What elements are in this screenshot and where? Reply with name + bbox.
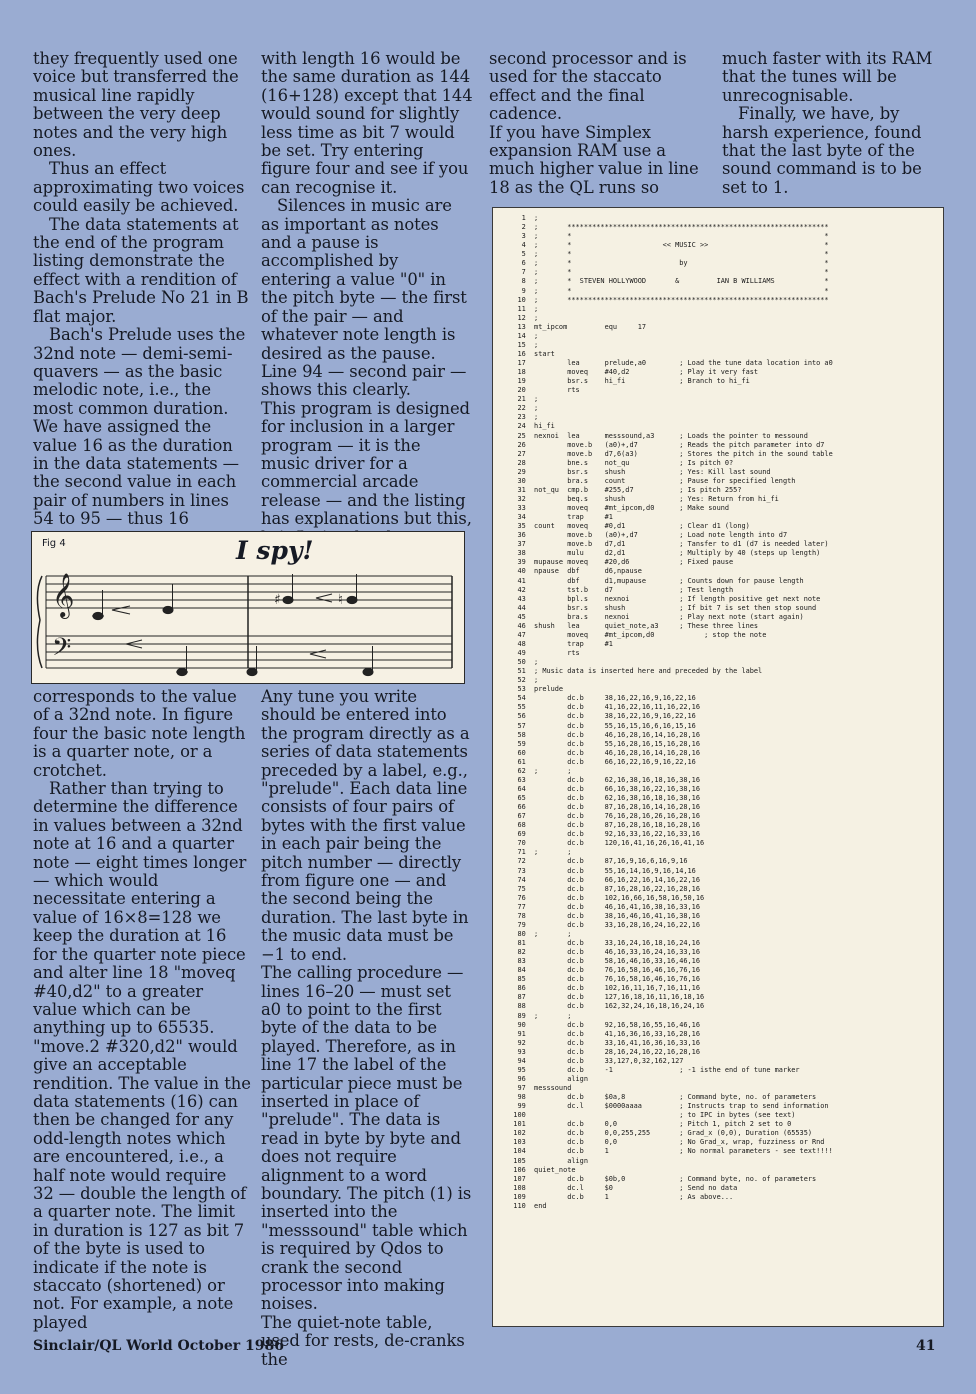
column-2-top: [261, 50, 473, 547]
music-figure: [31, 531, 465, 684]
paragraph: Finally, we have, by harsh experience, found that the last byte of the sound command is to be set to 1.: [722, 104, 922, 197]
paragraph: with length 16 would be the same duration as 144 (16+128) except that 144 would sound for slightly less time as bit 7 would be set. Try entering figure four and see if you can recognise it.: [261, 49, 473, 197]
page-number: 41: [916, 1338, 936, 1354]
paragraph: much faster with its RAM that the tunes will be unrecognisable.: [722, 49, 933, 105]
paragraph: corresponds to the value of a 32nd note. In figure four the basic note length is a quarter note, or a crotchet.: [33, 687, 246, 780]
paragraph: If you have Simplex expansion RAM use a much higher value in line 18 as the QL runs so: [489, 122, 699, 197]
svg-text:𝄞: 𝄞: [52, 573, 75, 617]
column-4: [722, 50, 934, 197]
figure-title: I spy!: [236, 536, 314, 565]
music-staff-graphic: [32, 532, 464, 683]
paragraph: Silences in music are as important as notes and a pause is accomplished by entering a value "0" in the pitch byte — the first of the pair — and whatever note length is desired as the pause. Line 94 — second pair — shows this clearly.: [261, 196, 467, 400]
footer-publication: Sinclair/QL World October 1986: [33, 1338, 284, 1354]
paragraph: second processor and is used for the staccato effect and the final cadence.: [489, 49, 687, 124]
paragraph: Any tune you write should be entered into the program directly as a series of data statements preceded by a label, e.g., "prelude". Each data line consists of four pairs of bytes with the first value in each pair being the pitch number — directly from figure one — and the second being the duration. The last byte in the music data must be −1 to end.: [261, 687, 470, 964]
program-listing: [492, 207, 944, 1327]
paragraph: The quiet-note table, used for rests, de-cranks the: [261, 1312, 465, 1369]
paragraph: Rather than trying to determine the difference in values between a 32nd note at 16 and a quarter note — eight times longer — which would necessitate entering a value of 16×8=128 we keep the duration at 16 for the quarter note piece and alter line 18 "moveq #40,d2" to a greater value which can be anything up to 65535. "move.2 #320,d2" would give an acceptable rendition. The value in the data statements (16) can then be changed for any odd-length notes which are encountered, i.e., a half note would require 32 — double the length of a quarter note. The limit in duration is 127 as bit 7 of the byte is used to indicate if the note is staccato (shortened) or not. For example, a note played: [33, 779, 251, 1332]
column-2-bottom: [261, 688, 473, 1369]
paragraph: The calling procedure — lines 16–20 — must set a0 to point to the first byte of the data to be played. Therefore, as in line 17 the label of the particular piece must be inserted in place of "prelude". The data is read in byte by byte and does not require alignment to a word boundary. The pitch (1) is inserted into the "messsound" table which is required by Qdos to crank the second processor into making noises.: [261, 963, 472, 1314]
listing-code: 1 ; 2 ; *************************************************************** 3 ; * * 4 ; * << MUSIC >> * 5 ; * * 6 ; * by * 7 ; * * 8 ; * STEVEN HOLLYWOOD & IAN B WILLIAMS * 9 ; * * 10 ; *************************************************************** 11 ; 12 ; 13 mt_ipcom equ 17 14 ; 15 ; 16 start 17 lea prelude,a0 ; Load the tune data location into a0 18 moveq #40,d2 ; Play it very fast 19 bsr.s hi_fi ; Branch to hi_fi 20 rts 21 ; 22 ; 23 ; 24 hi_fi 25 nexnoi lea messsound,a3 ; Loads the pointer to messound 26 move.b (a0)+,d7 ; Reads the pitch parameter into d7 27 move.b d7,6(a3) ; Stores the pitch in the sound table 28 bne.s not_qu ; Is pitch 0? 29 bsr.s shush ; Yes: Kill last sound 30 bra.s count ; Pause for specified length 31 not_qu cmp.b #255,d7 ; Is pitch 255? 32 beq.s shush ; Yes: Return from hi_fi 33 moveq #mt_ipcom,d0 ; Make sound 34 trap #1 35 count moveq #0,d1 ; Clear d1 (long) 36 move.b (a0)+,d7 ; Load note length into d7 37 move.b d7,d1 ; Tansfer to d1 (d7 is needed later) 38 mulu d2,d1 ; Multiply by 40 (steps up length) 39 mupause moveq #20,d6 ; Fixed pause 40 npause dbf d6,npause 41 dbf d1,mupause ; Counts down for pause length 42 tst.b d7 ; Test length 43 bpl.s nexnoi ; If length positive get next note 44 bsr.s shush ; If bit 7 is set then stop sound 45 bra.s nexnoi ; Play next note (start again) 46 shush lea quiet_note,a3 ; These three lines 47 moveq #mt_ipcom,d0 ; stop the note 48 trap #1 49 rts 50 ; 51 ; Music data is inserted here and preceded by the label 52 ; 53 prelude 54 dc.b 38,16,22,16,9,16,22,16 55 dc.b 41,16,22,16,11,16,22,16 56 dc.b 38,16,22,16,9,16,22,16 57 dc.b 55,16,15,16,6,16,15,16 58 dc.b 46,16,28,16,14,16,28,16 59 dc.b 55,16,28,16,15,16,28,16 60 dc.b 46,16,28,16,14,16,28,16 61 dc.b 66,16,22,16,9,16,22,16 62 ; ; 63 dc.b 62,16,38,16,18,16,38,16 64 dc.b 66,16,38,16,22,16,38,16 65 dc.b 62,16,38,16,18,16,38,16 66 dc.b 87,16,28,16,14,16,28,16 67 dc.b 76,16,28,16,26,16,28,16 68 dc.b 87,16,28,16,18,16,28,16 69 dc.b 92,16,33,16,22,16,33,16 70 dc.b 120,16,41,16,26,16,41,16 71 ; ; 72 dc.b 87,16,9,16,6,16,9,16 73 dc.b 55,16,14,16,9,16,14,16 74 dc.b 66,16,22,16,14,16,22,16 75 dc.b 87,16,28,16,22,16,28,16 76 dc.b 102,16,66,16,58,16,50,16 77 dc.b 46,16,41,16,38,16,33,16 78 dc.b 38,16,46,16,41,16,38,16 79 dc.b 33,16,28,16,24,16,22,16 80 ; ; 81 dc.b 33,16,24,16,18,16,24,16 82 dc.b 46,16,33,16,24,16,33,16 83 dc.b 58,16,46,16,33,16,46,16 84 dc.b 76,16,58,16,46,16,76,16 85 dc.b 76,16,58,16,46,16,76,16 86 dc.b 102,16,11,16,7,16,11,16 87 dc.b 127,16,18,16,11,16,18,16 88 dc.b 162,32,24,16,18,16,24,16 89 ; ; 90 dc.b 92,16,58,16,55,16,46,16 91 dc.b 41,16,36,16,33,16,28,16 92 dc.b 33,16,41,16,36,16,33,16 93 dc.b 28,16,24,16,22,16,28,16 94 dc.b 33,127,0,32,162,127 95 dc.b -1 ; -1 isthe end of tune marker 96 align 97 messsound 98 dc.b $0a,8 ; Command byte, no. of parameters 99 dc.l $0000aaaa ; Instructs trap to send information 100 ; to IPC in bytes (see text) 101 dc.b 0,0 ; Pitch 1, pitch 2 set to 0 102 dc.b 0,0,255,255 ; Grad_x (0,0), Duration (65535) 103 dc.b 0,0 ; No Grad_x, wrap, fuzziness or Rnd 104 dc.b 1 ; No normal parameters - see text!!!! 105 align 106 quiet_note 107 dc.b $0b,0 ; Command byte, no. of parameters 108 dc.l $0 ; Send no data 109 dc.b 1 ; As above... 110 end: [513, 214, 833, 1210]
column-3: [489, 50, 701, 197]
svg-text:♮: ♮: [338, 592, 344, 608]
paragraph: Bach's Prelude uses the 32nd note — demi-semi-quavers — as the basic melodic note, i.e., the most common duration. We have assigned the value 16 as the duration in the data statements — the second value in each pair of numbers in lines 54 to 95 — thus 16: [33, 325, 246, 529]
figure-label: Fig 4: [42, 538, 66, 549]
paragraph: This program is designed for inclusion in a larger program — it is the music driver for a commercial arcade release — and the listing has explanations but this,: [261, 398, 472, 529]
column-1-top: [33, 50, 251, 529]
paragraph: Thus an effect approximating two voices could easily be achieved.: [33, 159, 245, 216]
column-1-bottom: [33, 688, 251, 1332]
paragraph: they frequently used one voice but transferred the musical line rapidly between the very deep notes and the very high ones.: [33, 49, 239, 161]
svg-text:𝄢: 𝄢: [52, 633, 72, 668]
svg-text:♯: ♯: [274, 592, 281, 608]
paragraph: The data statements at the end of the program listing demonstrate the effect with a rendition of Bach's Prelude No 21 in B flat major.: [33, 214, 249, 326]
